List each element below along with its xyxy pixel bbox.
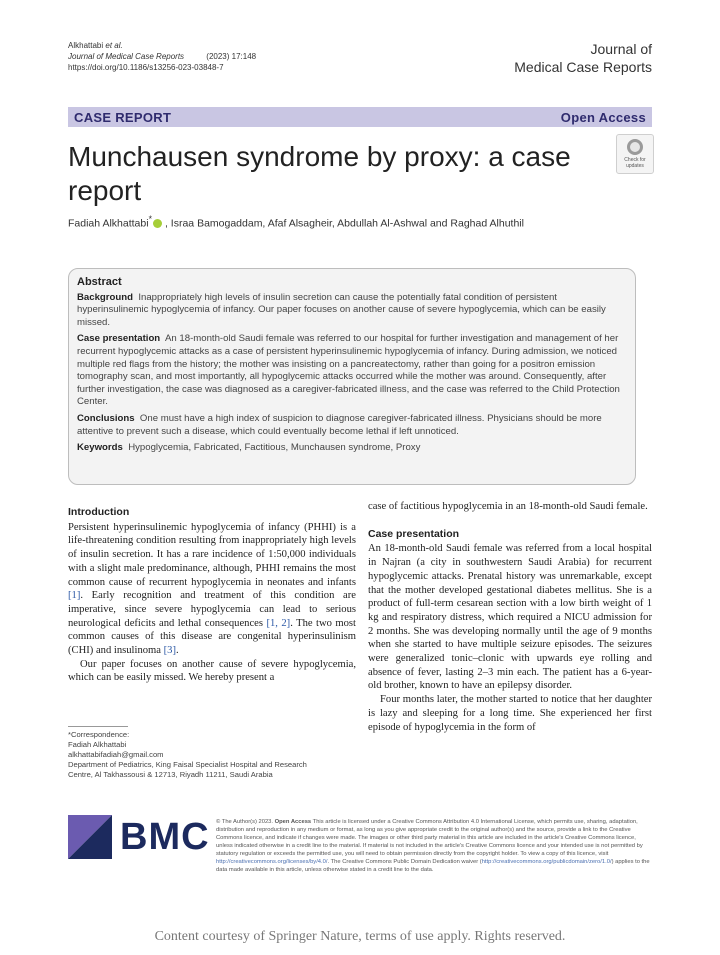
- case-paragraph-2: Four months later, the mother started to notice that her daughter is lazy and sleeping for a long time. She experienced her first episode of hypoglycemia in the form of: [368, 694, 652, 733]
- introduction-paragraph-2: Our paper focuses on another cause of severe hypoglycemia, which can be easily missed. We hereby present a: [68, 658, 356, 684]
- license-statement: [216, 818, 654, 874]
- background-label: Background: [77, 291, 133, 303]
- case-text: An 18-month-old Saudi female was referred to our hospital for further investigation and management of her recurrent hypoglycemic attacks as a case of persistent hyperinsulinemic hypoglycemia of infancy. During admission, we noticed multiple red flags from the history; the mother was insisting on a pancreatectomy, rather than going for a positron emission tomography scan, and most importantly, all hypoglycemic attacks occurred while the mother was around. Consequently, after further investigation, the case was diagnosed as a caregiver-fabricated illness, and the case was referred to the Child Protection Center.: [77, 333, 620, 408]
- other-authors: , Israa Bamogaddam, Afaf Alsagheir, Abdullah Al-Ashwal and Raghad Alhuthil: [164, 217, 524, 230]
- conclusions-text: One must have a high index of suspicion to diagnose caregiver-fabricated illness. Physicians should be more attentive to prevent such a disease, which could eventually become lethal if left unnoticed.: [77, 412, 602, 437]
- header-doi[interactable]: https://doi.org/10.1186/s13256-023-03848-7: [68, 63, 224, 72]
- continued-paragraph: case of factitious hypoglycemia in an 18-month-old Saudi female.: [368, 501, 648, 512]
- article-type-label: CASE REPORT: [74, 109, 172, 125]
- courtesy-footer: Content courtesy of Springer Nature, terms of use apply. Rights reserved.: [154, 929, 566, 944]
- header-author: Alkhattabi: [68, 41, 104, 50]
- running-header: [68, 40, 256, 73]
- abstract-background: [77, 292, 627, 330]
- abstract-box: [68, 268, 636, 485]
- open-access-label: Open Access: [560, 109, 646, 125]
- abstract-case: [77, 333, 627, 409]
- keywords-text: Hypoglycemia, Fabricated, Factitious, Munchausen syndrome, Proxy: [128, 442, 421, 454]
- intro-text-c: . The two most common causes of this disease are congenital hyperinsulinism (CHI) and insulinoma: [68, 617, 356, 657]
- introduction-heading: Introduction: [68, 506, 130, 518]
- corresponding-mark: *: [148, 214, 152, 224]
- footnote-divider: [68, 726, 128, 727]
- license-link-cc-by[interactable]: http://creativecommons.org/licenses/by/4.0/: [216, 859, 328, 865]
- citation-link[interactable]: [3]: [163, 645, 176, 657]
- header-journal: Journal of Medical Case Reports: [68, 52, 185, 61]
- journal-name: [514, 40, 652, 76]
- conclusions-label: Conclusions: [77, 412, 135, 424]
- citation-link[interactable]: [1]: [68, 590, 81, 602]
- intro-text-a: Persistent hyperinsulinemic hypoglycemia of infancy (PHHI) is a life-threatening condition resulting from inappropriately high levels of insulin secretion. It has a rare incidence of 1:50,000 individuals with a slight male predominance, although, PHHI remains the most common cause of recurrent hypoglycemia in neonates and infants: [68, 521, 356, 588]
- check-for-updates-label: Check for updates: [624, 157, 646, 169]
- introduction-paragraph-1: [68, 521, 356, 658]
- correspondence-email[interactable]: alkhattabifadiah@gmail.com: [68, 750, 164, 759]
- left-column: [68, 506, 356, 685]
- first-author: Fadiah Alkhattabi: [68, 217, 149, 230]
- intro-text-d: .: [175, 645, 179, 657]
- header-volume: (2023) 17:148: [206, 52, 257, 61]
- correspondence-label: *Correspondence:: [68, 730, 130, 739]
- citation-link[interactable]: [1, 2]: [266, 617, 291, 629]
- license-text-a: © The Author(s) 2023.: [216, 819, 275, 825]
- case-label: Case presentation: [77, 333, 161, 345]
- header-et-al: et al.: [103, 41, 123, 50]
- correspondence-affiliation-2: Centre, Al Takhassousi & 12713, Riyadh 11211, Saudi Arabia: [68, 770, 273, 779]
- abstract-keywords: [77, 442, 627, 455]
- check-for-updates-badge[interactable]: [616, 134, 654, 174]
- journal-name-line2: Medical Case Reports: [514, 59, 652, 75]
- article-title: Munchausen syndrome by proxy: a case report: [68, 141, 571, 206]
- article-type-band: [68, 107, 652, 127]
- author-list: [68, 214, 668, 230]
- bmc-logo: [68, 812, 218, 862]
- background-text: Inappropriately high levels of insulin secretion can cause the potentially fatal condition of persistent hyperinsulinemic hypoglycemia of infancy. Our paper focuses on another cause of severe hypoglycemia, which can be easily missed.: [77, 291, 606, 328]
- intro-text-b: . Early recognition and treatment of this condition are imperative, since severe hypoglycemia can lead to serious neurological deficits and lethal consequences: [68, 590, 356, 629]
- right-column: [368, 500, 652, 734]
- license-text-b: This article is licensed under a Creative Commons Attribution 4.0 International License, which permits use, sharing, adaptation, distribution and reproduction in any medium or format, as long as you give appropriate credit to the original author(s) and the source, provide a link to the Creative Commons licence, and indicate if changes were made. The images or other third party material in this article are included in the article's Creative Commons licence, unless indicated otherwise in a credit line to the material. If material is not included in the article's Creative Commons licence and your intended use is not permitted by statutory regulation or exceeds the permitted use, you will need to obtain permission directly from the copyright holder. To view a copy of this licence, visit: [216, 819, 643, 857]
- license-link-cc0[interactable]: http://creativecommons.org/publicdomain/zero/1.0/: [481, 859, 612, 865]
- correspondence-name: Fadiah Alkhattabi: [68, 740, 127, 749]
- license-text-c: . The Creative Commons Public Domain Dedication waiver (: [327, 859, 482, 865]
- abstract-conclusions: [77, 413, 627, 438]
- case-presentation-heading: Case presentation: [368, 527, 460, 540]
- crossmark-icon: [627, 139, 643, 155]
- license-open-access: Open Access: [274, 819, 312, 825]
- correspondence-note: [68, 730, 356, 780]
- case-paragraph-1: An 18-month-old Saudi female was referred from a local hospital in Najran (a city in southwestern Saudi Arabia) for recurrent hypoglycemic attacks. Prenatal history was unremarkable, except that the mother developed gestational diabetes mellitus. She is a product of full-term cesarean section with a low birth weight of 1 kg and respiratory distress, which required a NICU admission for 2 months. She was developing normally until the age of 9 months when she started to have multiple seizure episodes. The seizures were generalized tonic–clonic with upwards eye rolling and absence of fever, lasting 2–3 min each. The patient has a 6-year-old brother, known to have an epilepsy disorder.: [368, 543, 652, 692]
- license-text-d: ) applies to the data made available in this article, unless otherwise stated in a credit line to the data.: [216, 859, 650, 873]
- abstract-heading: Abstract: [77, 276, 122, 288]
- correspondence-affiliation-1: Department of Pediatrics, King Faisal Specialist Hospital and Research: [68, 760, 307, 769]
- bmc-logo-text: BMC: [120, 815, 210, 858]
- journal-name-line1: Journal of: [590, 41, 652, 57]
- keywords-label: Keywords: [77, 442, 123, 454]
- bmc-mark-icon: [68, 815, 112, 859]
- orcid-icon[interactable]: [153, 219, 162, 228]
